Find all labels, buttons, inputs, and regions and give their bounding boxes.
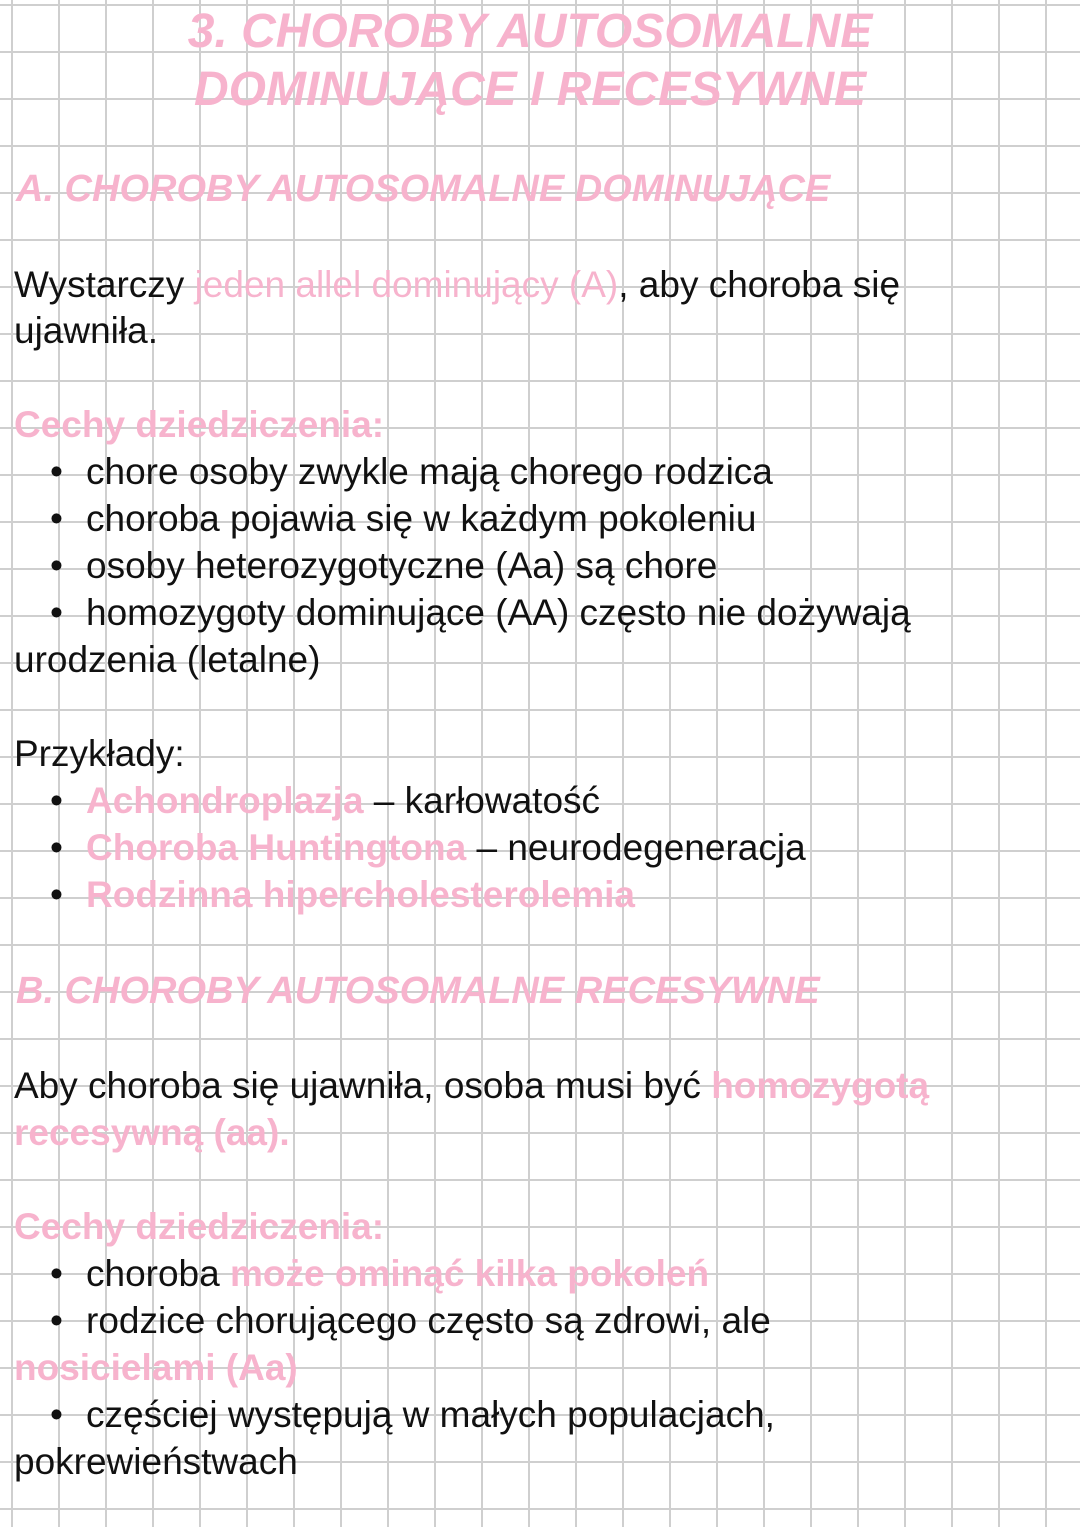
recessive-intro-line-2: recesywną (aa). — [14, 1112, 290, 1153]
bullet-icon: • — [50, 451, 63, 492]
page-title-line-2: DOMINUJĄCE I RECESYWNE — [193, 63, 867, 116]
dominant-section-heading: A. CHOROBY AUTOSOMALNE DOMINUJĄCE — [16, 168, 831, 210]
recessive-intro-highlight: homozygotą — [711, 1065, 930, 1106]
dominant-feature-4 — [50, 590, 911, 636]
dominant-example-2 — [50, 825, 806, 871]
dominant-feature-text: osoby heterozygotyczne (Aa) są chore — [86, 545, 718, 586]
recessive-intro-before: Aby choroba się ujawniła, osoba musi być — [14, 1065, 712, 1106]
dominant-intro-after: , aby choroba się — [618, 264, 901, 305]
example-name: Choroba Huntingtona — [86, 827, 467, 868]
dominant-feature-text: choroba pojawia się w każdym pokoleniu — [86, 498, 757, 539]
recessive-section-heading: B. CHOROBY AUTOSOMALNE RECESYWNE — [16, 970, 820, 1012]
recessive-feature-1 — [50, 1251, 709, 1297]
bullet-icon: • — [50, 827, 63, 868]
bullet-icon: • — [50, 1253, 63, 1294]
dominant-intro-highlight: jeden allel dominujący (A) — [194, 264, 619, 305]
recessive-feature-1-highlight: może ominąć kilka pokoleń — [230, 1253, 710, 1294]
example-name: Achondroplazja — [86, 780, 364, 821]
dominant-intro-line-2: ujawniła. — [14, 310, 158, 351]
example-desc: – karłowatość — [363, 780, 601, 821]
example-name: Rodzinna hipercholesterolemia — [86, 874, 635, 915]
recessive-feature-3-continuation: pokrewieństwach — [14, 1441, 298, 1482]
dominant-intro-before: Wystarczy — [14, 264, 195, 305]
recessive-feature-2-continuation: nosicielami (Aa) — [14, 1347, 298, 1388]
dominant-example-1 — [50, 778, 600, 824]
recessive-feature-3 — [50, 1392, 775, 1438]
dominant-features-heading: Cechy dziedziczenia: — [14, 404, 385, 445]
dominant-feature-text: chore osoby zwykle mają chorego rodzica — [86, 451, 773, 492]
bullet-icon: • — [50, 780, 63, 821]
bullet-icon: • — [50, 592, 63, 633]
recessive-features-heading: Cechy dziedziczenia: — [14, 1206, 385, 1247]
bullet-icon: • — [50, 498, 63, 539]
dominant-feature-1 — [50, 449, 773, 495]
bullet-icon: • — [50, 1394, 63, 1435]
recessive-feature-1-before: choroba — [86, 1253, 230, 1294]
recessive-intro — [14, 1063, 929, 1109]
dominant-feature-4-continuation: urodzenia (letalne) — [14, 639, 321, 680]
dominant-feature-2 — [50, 496, 756, 542]
bullet-icon: • — [50, 874, 63, 915]
recessive-feature-3-text: częściej występują w małych populacjach, — [86, 1394, 775, 1435]
dominant-example-3 — [50, 872, 635, 918]
dominant-feature-3 — [50, 543, 717, 589]
dominant-examples-heading: Przykłady: — [14, 733, 185, 774]
recessive-feature-2 — [50, 1298, 771, 1344]
bullet-icon: • — [50, 1300, 63, 1341]
dominant-feature-text: homozygoty dominujące (AA) często nie dożywają — [86, 592, 911, 633]
page-title-line-1: 3. CHOROBY AUTOSOMALNE — [187, 5, 873, 58]
bullet-icon: • — [50, 545, 63, 586]
dominant-intro — [14, 262, 900, 308]
example-desc: – neurodegeneracja — [466, 827, 806, 868]
recessive-feature-2-text: rodzice chorującego często są zdrowi, ale — [86, 1300, 771, 1341]
